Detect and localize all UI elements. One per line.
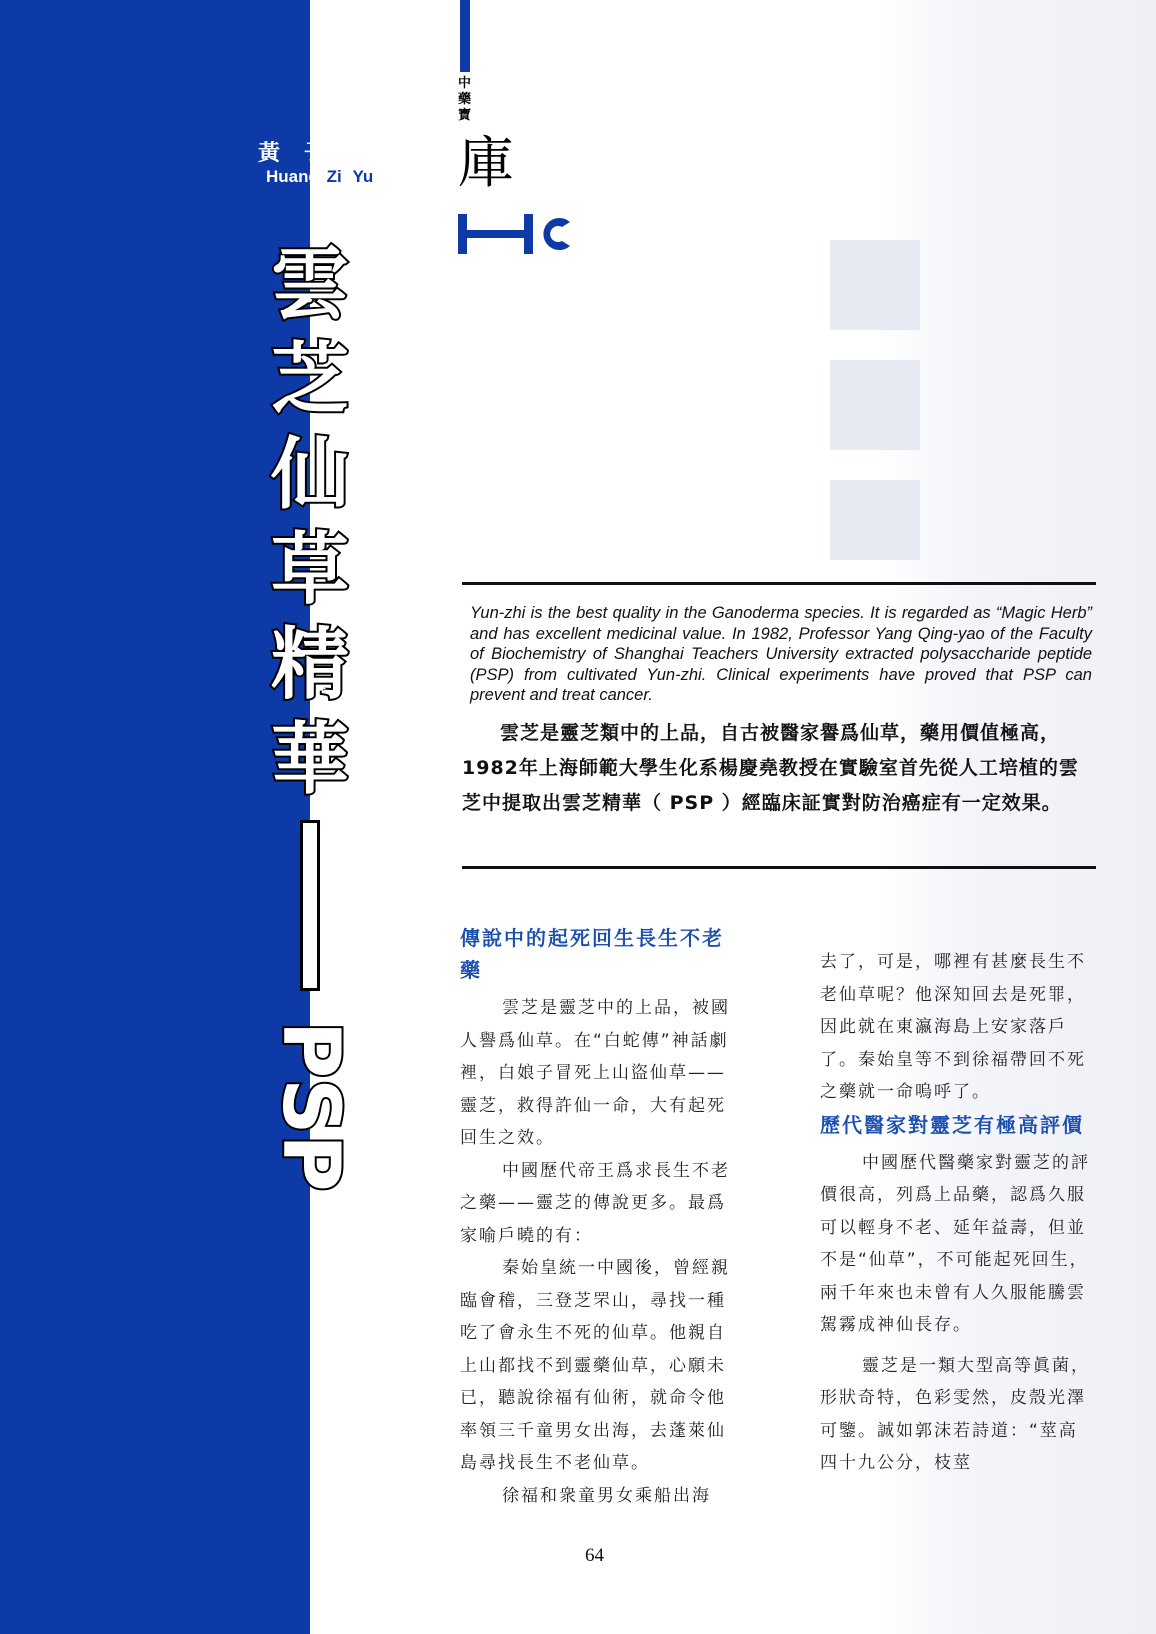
body-paragraph: 靈芝是一類大型高等眞菌，形狀奇特，色彩雯然，皮殼光澤可鑒。誠如郭沫若詩道：“莖高四十九公分，枝莖 — [820, 1355, 1090, 1473]
body-column-1 — [460, 922, 740, 1512]
body-paragraph: 中國歷代帝王爲求長生不老之藥——靈芝的傳說更多。最爲家喻戶曉的有： — [460, 1160, 730, 1246]
title-char: 華 — [270, 715, 349, 805]
column-logo-icon — [458, 214, 578, 254]
column-label: 中藥寶 — [458, 76, 472, 123]
section-heading: 傳說中的起死回生長生不老藥 — [460, 926, 724, 982]
column-marker-bar — [460, 0, 470, 72]
page-number: 64 — [585, 1545, 604, 1566]
body-paragraph: 徐福和衆童男女乘船出海 — [502, 1485, 711, 1506]
body-column-2 — [820, 946, 1096, 1480]
title-char: 雲 — [270, 240, 349, 330]
author-given-1: Zi — [324, 167, 345, 186]
article-title — [262, 238, 358, 1192]
show-through-block — [830, 480, 920, 560]
body-paragraph: 雲芝是靈芝中的上品，被國人譽爲仙草。在“白蛇傳”神話劇裡，白娘子冒死上山盜仙草——靈芝，救得許仙一命，大有起死回生之效。 — [460, 998, 730, 1148]
abstract-english: Yun-zhi is the best quality in the Ganoderma species. It is regarded as “Magic Herb” and has excellent medicinal value. In 1982, Professor Yang Qing-yao of the Faculty of Biochemistry of Shanghai Teachers University extracted polysaccharide peptide (PSP) from cultivated Yun-zhi. Clinical experiments have proved that PSP can prevent and treat cancer. — [470, 604, 1092, 704]
title-char: 仙 — [270, 430, 349, 520]
show-through-block — [830, 360, 920, 450]
abstract-top-rule — [462, 582, 1096, 585]
author-given-2: Yu — [349, 167, 376, 186]
column-title-char: 庫 — [458, 131, 514, 196]
title-char: 芝 — [270, 335, 349, 425]
author-name-cn: 黃子瑜 — [258, 140, 397, 166]
author-surname: Huang — [266, 167, 319, 186]
abstract-bottom-rule — [462, 866, 1096, 869]
body-paragraph: 去了，可是，哪裡有甚麼長生不老仙草呢？他深知回去是死罪，因此就在東瀛海島上安家落戶了。秦始皇等不到徐福帶回不死之藥就一命嗚呼了。 — [820, 952, 1086, 1102]
abstract-chinese: 雲芝是靈芝類中的上品，自古被醫家譽爲仙草，藥用價值極高，1982年上海師範大學生化系楊慶堯教授在實驗室首先從人工培植的雲芝中提取出雲芝精華（ PSP ）經臨床証實對防治癌症有一定效果。 — [462, 722, 1079, 814]
title-char: 草 — [270, 525, 349, 615]
title-dash — [300, 820, 320, 991]
title-latin: PSP — [265, 1021, 355, 1192]
show-through-block — [830, 240, 920, 330]
author-name-en — [262, 164, 380, 190]
section-heading: 歷代醫家對靈芝有極高評價 — [820, 1112, 1084, 1137]
body-paragraph: 秦始皇統一中國後，曾經親臨會稽，三登芝罘山，尋找一種吃了會永生不死的仙草。他親自上山都找不到靈藥仙草，心願未已，聽說徐福有仙術，就命令他率領三千童男女出海，去蓬萊仙島尋找長生不老仙草。 — [460, 1258, 730, 1473]
body-paragraph: 中國歷代醫藥家對靈芝的評價很高，列爲上品藥，認爲久服可以輕身不老、延年益壽，但並不是“仙草”，不可能起死回生，兩千年來也未曾有人久服能騰雲駕霧成神仙長存。 — [820, 1152, 1090, 1335]
title-char: 精 — [270, 620, 349, 710]
